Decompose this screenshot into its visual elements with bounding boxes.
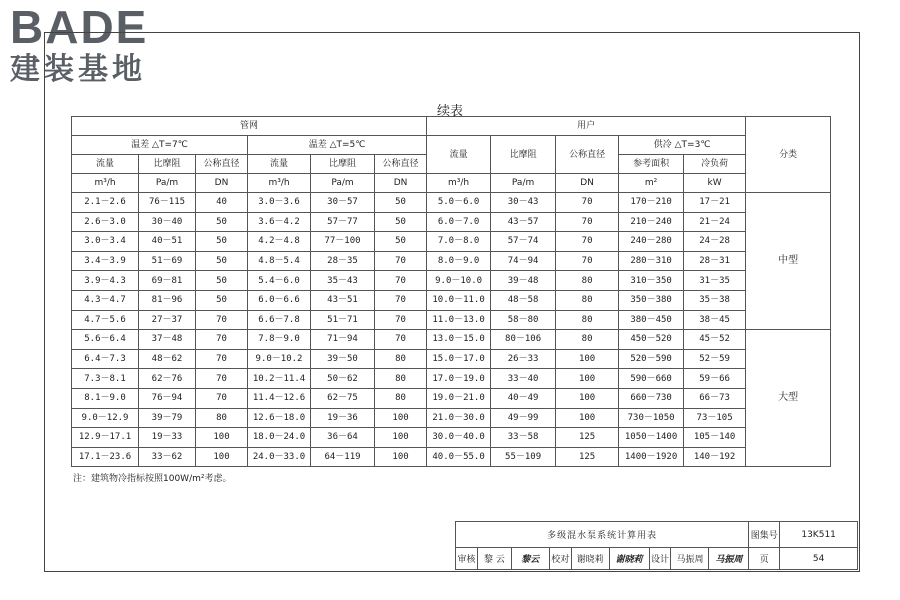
table-cell: 45－52 (684, 330, 746, 350)
table-cell: 310－350 (619, 271, 684, 291)
table-cell: 80 (375, 349, 427, 369)
table-cell: 8.1－9.0 (72, 388, 139, 408)
unit-area: m² (619, 174, 684, 193)
page-label: 页 (749, 548, 780, 570)
designer-name: 马振周 (671, 548, 709, 570)
table-cell: 71－94 (311, 330, 375, 350)
table-cell: 450－520 (619, 330, 684, 350)
table-cell: 100 (556, 388, 619, 408)
table-row (72, 212, 831, 232)
table-cell: 50 (375, 193, 427, 213)
table-title: 续表 (436, 104, 463, 119)
table-cell: 70 (556, 232, 619, 252)
table-cell: 1400－1920 (619, 447, 684, 467)
table-row (72, 271, 831, 291)
unit-flow-5: m³/h (248, 174, 311, 193)
table-cell: 66－73 (684, 388, 746, 408)
table-cell: 21.0－30.0 (427, 408, 491, 428)
table-cell: 70 (196, 330, 248, 350)
table-cell: 48－62 (139, 349, 196, 369)
table-cell: 350－380 (619, 290, 684, 310)
reviewer-signature: 黎云 (511, 548, 549, 570)
table-cell: 9.0－12.9 (72, 408, 139, 428)
table-cell: 43－51 (311, 290, 375, 310)
header-pipe-network: 管网 (72, 117, 427, 136)
table-cell: 30.0－40.0 (427, 428, 491, 448)
header-cooling: 供冷 △T=3℃ (619, 136, 746, 155)
table-cell: 76－94 (139, 388, 196, 408)
table-cell: 80 (556, 310, 619, 330)
table-cell: 70 (196, 310, 248, 330)
table-cell: 28－35 (311, 251, 375, 271)
table-cell: 27－37 (139, 310, 196, 330)
table-row (72, 447, 831, 467)
table-row (72, 251, 831, 271)
table-cell: 3.9－4.3 (72, 271, 139, 291)
table-cell: 12.9－17.1 (72, 428, 139, 448)
table-cell: 40－49 (491, 388, 556, 408)
table-cell: 50 (196, 212, 248, 232)
table-cell: 2.1－2.6 (72, 193, 139, 213)
header-diameter-5: 公称直径 (375, 155, 427, 174)
table-row (72, 330, 831, 350)
unit-friction-5: Pa/m (311, 174, 375, 193)
table-cell: 4.8－5.4 (248, 251, 311, 271)
table-cell: 30－43 (491, 193, 556, 213)
table-note: 注：建筑物冷指标按照100W/m²考虑。 (73, 474, 232, 484)
table-row (72, 193, 831, 213)
table-cell: 3.6－4.2 (248, 212, 311, 232)
table-cell: 80 (556, 330, 619, 350)
table-cell: 6.0－6.6 (248, 290, 311, 310)
unit-flow-user: m³/h (427, 174, 491, 193)
table-row (72, 310, 831, 330)
table-cell: 18.0－24.0 (248, 428, 311, 448)
table-cell: 31－35 (684, 271, 746, 291)
table-cell: 125 (556, 428, 619, 448)
table-cell: 33－62 (139, 447, 196, 467)
table-cell: 5.4－6.0 (248, 271, 311, 291)
table-cell: 30－40 (139, 212, 196, 232)
table-cell: 10.2－11.4 (248, 369, 311, 389)
table-cell: 70 (196, 369, 248, 389)
table-cell: 58－80 (491, 310, 556, 330)
table-cell: 74－94 (491, 251, 556, 271)
table-cell: 10.0－11.0 (427, 290, 491, 310)
designer-signature: 马振周 (709, 548, 749, 570)
table-cell: 33－40 (491, 369, 556, 389)
table-cell: 5.6－6.4 (72, 330, 139, 350)
unit-dn-5: DN (375, 174, 427, 193)
table-cell: 7.0－8.0 (427, 232, 491, 252)
table-row (72, 232, 831, 252)
table-cell: 6.6－7.8 (248, 310, 311, 330)
table-cell: 3.4－3.9 (72, 251, 139, 271)
table-cell: 70 (375, 290, 427, 310)
table-cell: 57－74 (491, 232, 556, 252)
table-cell: 50 (375, 212, 427, 232)
table-cell: 43－57 (491, 212, 556, 232)
table-cell: 69－81 (139, 271, 196, 291)
table-cell: 39－79 (139, 408, 196, 428)
table-cell: 52－59 (684, 349, 746, 369)
table-cell: 28－31 (684, 251, 746, 271)
table-cell: 7.3－8.1 (72, 369, 139, 389)
table-cell: 62－75 (311, 388, 375, 408)
table-cell: 40－51 (139, 232, 196, 252)
review-label: 审核 (456, 548, 478, 570)
table-row (72, 369, 831, 389)
table-cell: 4.7－5.6 (72, 310, 139, 330)
table-cell: 80 (556, 271, 619, 291)
table-cell: 80 (375, 388, 427, 408)
class-medium: 中型 (746, 193, 831, 330)
table-cell: 39－50 (311, 349, 375, 369)
table-cell: 40 (196, 193, 248, 213)
table-cell: 50 (196, 232, 248, 252)
table-cell: 24－28 (684, 232, 746, 252)
header-temp-diff-7: 温差 △T=7℃ (72, 136, 248, 155)
table-cell: 100 (375, 447, 427, 467)
unit-friction-7: Pa/m (139, 174, 196, 193)
checker-signature: 谢晓莉 (609, 548, 649, 570)
table-cell: 77－100 (311, 232, 375, 252)
table-cell: 100 (375, 428, 427, 448)
header-user-friction: 比摩阻 (491, 136, 556, 174)
unit-friction-user: Pa/m (491, 174, 556, 193)
table-cell: 11.0－13.0 (427, 310, 491, 330)
table-cell: 64－119 (311, 447, 375, 467)
class-large: 大型 (746, 330, 831, 467)
table-cell: 80 (196, 408, 248, 428)
table-cell: 13.0－15.0 (427, 330, 491, 350)
table-cell: 210－240 (619, 212, 684, 232)
table-cell: 4.2－4.8 (248, 232, 311, 252)
table-cell: 240－280 (619, 232, 684, 252)
table-cell: 33－58 (491, 428, 556, 448)
table-cell: 105－140 (684, 428, 746, 448)
table-cell: 51－71 (311, 310, 375, 330)
table-cell: 100 (196, 428, 248, 448)
table-cell: 100 (556, 408, 619, 428)
table-cell: 48－58 (491, 290, 556, 310)
header-flow-5: 流量 (248, 155, 311, 174)
table-cell: 70 (196, 349, 248, 369)
table-cell: 35－38 (684, 290, 746, 310)
table-cell: 36－64 (311, 428, 375, 448)
unit-load: kW (684, 174, 746, 193)
table-row (72, 428, 831, 448)
table-cell: 40.0－55.0 (427, 447, 491, 467)
logo-subtitle: 建装基地 (10, 52, 146, 87)
table-cell: 49－99 (491, 408, 556, 428)
table-cell: 70 (556, 251, 619, 271)
atlas-number: 13K511 (780, 522, 858, 548)
table-cell: 50 (375, 232, 427, 252)
table-cell: 590－660 (619, 369, 684, 389)
table-row (72, 388, 831, 408)
table-cell: 38－45 (684, 310, 746, 330)
table-cell: 5.0－6.0 (427, 193, 491, 213)
title-block (455, 521, 858, 570)
table-cell: 100 (556, 349, 619, 369)
table-cell: 19.0－21.0 (427, 388, 491, 408)
table-cell: 100 (375, 408, 427, 428)
table-cell: 17.1－23.6 (72, 447, 139, 467)
table-cell: 11.4－12.6 (248, 388, 311, 408)
table-cell: 1050－1400 (619, 428, 684, 448)
table-cell: 80 (556, 290, 619, 310)
table-cell: 280－310 (619, 251, 684, 271)
table-cell: 30－57 (311, 193, 375, 213)
table-row (72, 290, 831, 310)
table-cell: 76－115 (139, 193, 196, 213)
table-cell: 70 (375, 271, 427, 291)
table-cell: 50 (196, 290, 248, 310)
table-cell: 17－21 (684, 193, 746, 213)
table-cell: 51－69 (139, 251, 196, 271)
table-cell: 6.4－7.3 (72, 349, 139, 369)
table-cell: 4.3－4.7 (72, 290, 139, 310)
table-cell: 7.8－9.0 (248, 330, 311, 350)
table-cell: 660－730 (619, 388, 684, 408)
table-cell: 73－105 (684, 408, 746, 428)
table-cell: 19－36 (311, 408, 375, 428)
table-cell: 59－66 (684, 369, 746, 389)
header-diameter-7: 公称直径 (196, 155, 248, 174)
table-cell: 520－590 (619, 349, 684, 369)
page-number: 54 (780, 548, 858, 570)
header-friction-7: 比摩阻 (139, 155, 196, 174)
table-cell: 26－33 (491, 349, 556, 369)
table-cell: 70 (556, 193, 619, 213)
header-temp-diff-5: 温差 △T=5℃ (248, 136, 427, 155)
drawing-title: 多级混水泵系统计算用表 (456, 522, 749, 548)
table-cell: 170－210 (619, 193, 684, 213)
table-cell: 39－48 (491, 271, 556, 291)
table-cell: 100 (556, 369, 619, 389)
reviewer-name: 黎 云 (477, 548, 511, 570)
unit-dn-user: DN (556, 174, 619, 193)
table-cell: 70 (556, 212, 619, 232)
data-table (71, 116, 831, 467)
header-user-diameter: 公称直径 (556, 136, 619, 174)
table-cell: 50 (196, 251, 248, 271)
table-cell: 12.6－18.0 (248, 408, 311, 428)
table-cell: 19－33 (139, 428, 196, 448)
table-cell: 70 (375, 251, 427, 271)
table-row (72, 408, 831, 428)
table-cell: 37－48 (139, 330, 196, 350)
checker-name: 谢晓莉 (571, 548, 609, 570)
table-cell: 9.0－10.2 (248, 349, 311, 369)
table-cell: 57－77 (311, 212, 375, 232)
header-user-flow: 流量 (427, 136, 491, 174)
table-cell: 15.0－17.0 (427, 349, 491, 369)
table-cell: 3.0－3.4 (72, 232, 139, 252)
table-cell: 80－106 (491, 330, 556, 350)
table-cell: 70 (375, 310, 427, 330)
table-cell: 2.6－3.0 (72, 212, 139, 232)
header-reference-area: 参考面积 (619, 155, 684, 174)
table-cell: 100 (196, 447, 248, 467)
table-cell: 8.0－9.0 (427, 251, 491, 271)
header-user: 用户 (427, 117, 746, 136)
table-cell: 50－62 (311, 369, 375, 389)
table-cell: 21－24 (684, 212, 746, 232)
table-cell: 9.0－10.0 (427, 271, 491, 291)
table-row (72, 349, 831, 369)
check-label: 校对 (549, 548, 571, 570)
atlas-label: 图集号 (749, 522, 780, 548)
header-cooling-load: 冷负荷 (684, 155, 746, 174)
logo-wordmark: BADE (10, 1, 149, 53)
table-cell: 3.0－3.6 (248, 193, 311, 213)
table-cell: 81－96 (139, 290, 196, 310)
table-cell: 380－450 (619, 310, 684, 330)
header-classification: 分类 (746, 117, 831, 193)
table-cell: 55－109 (491, 447, 556, 467)
table-cell: 125 (556, 447, 619, 467)
table-cell: 730－1050 (619, 408, 684, 428)
table-cell: 70 (375, 330, 427, 350)
header-friction-5: 比摩阻 (311, 155, 375, 174)
header-flow-7: 流量 (72, 155, 139, 174)
table-cell: 24.0－33.0 (248, 447, 311, 467)
unit-dn-7: DN (196, 174, 248, 193)
table-cell: 80 (375, 369, 427, 389)
table-cell: 70 (196, 388, 248, 408)
table-cell: 17.0－19.0 (427, 369, 491, 389)
table-cell: 62－76 (139, 369, 196, 389)
design-label: 设计 (649, 548, 671, 570)
unit-flow-7: m³/h (72, 174, 139, 193)
table-cell: 50 (196, 271, 248, 291)
table-cell: 6.0－7.0 (427, 212, 491, 232)
table-cell: 140－192 (684, 447, 746, 467)
table-cell: 35－43 (311, 271, 375, 291)
